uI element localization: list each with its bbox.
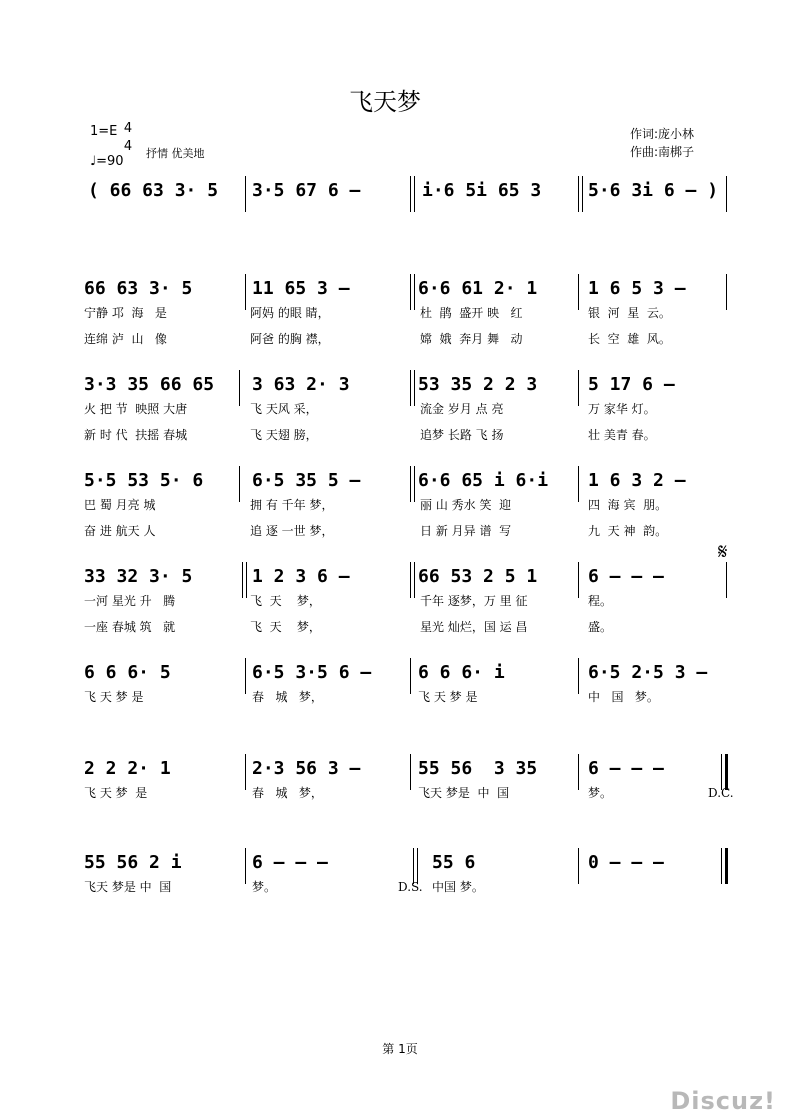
barline	[578, 658, 579, 694]
lyric-line-1: 飞天 梦是 中 国	[418, 786, 510, 800]
lyric-line-1: 飞 天 梦 是	[418, 690, 478, 704]
lyric-line-1: 宁静 邛 海 是	[84, 306, 167, 320]
time-signature-top: 4	[123, 121, 133, 136]
measure: 3·5 67 6 –	[252, 180, 361, 201]
tempo-marking	[90, 154, 124, 170]
lyric-line-2: 阿爸 的胸 襟，	[250, 332, 330, 346]
measure: 6 – – –	[588, 566, 664, 587]
barline	[245, 274, 246, 310]
watermark-logo: Discuz!	[670, 1087, 776, 1115]
measure: 6 – – –	[252, 852, 328, 873]
lyric-line-1: 丽 山 秀水 笑 迎	[420, 498, 512, 512]
measure: 5·6 3i 6 – )	[588, 180, 719, 201]
measure: 6·5 35 5 –	[252, 470, 361, 491]
barline	[578, 176, 579, 212]
measure: 3 63 2· 3	[252, 374, 350, 395]
barline	[410, 658, 411, 694]
lyric-line-1: 春 城 梦，	[252, 786, 323, 800]
lyric-line-2: 连绵 泸 山 像	[84, 332, 167, 346]
barline	[578, 370, 579, 406]
lyric-line-2: 日 新 月异 谱 写	[420, 524, 512, 538]
measure: 33 32 3· 5	[84, 566, 193, 587]
measure: i·6 5i 65 3	[422, 180, 542, 201]
lyric-line-1: 飞 天 梦 是	[84, 786, 148, 800]
time-signature-bottom: 4	[123, 139, 133, 154]
measure: 1 6 5 3 –	[588, 278, 686, 299]
barline	[410, 274, 411, 310]
measure: 5 17 6 –	[588, 374, 675, 395]
measure: 6·5 3·5 6 –	[252, 662, 372, 683]
lyric-line-1: 千年 逐梦，万 里 征	[420, 594, 528, 608]
quarter-note-icon: ♩	[90, 154, 97, 169]
measure: 6 6 6· 5	[84, 662, 171, 683]
lyric-line-1: 中国 梦。	[432, 880, 484, 894]
measure: 2 2 2· 1	[84, 758, 171, 779]
lyric-line-1: 火 把 节 映照 大唐	[84, 402, 188, 416]
barline	[245, 176, 246, 212]
lyric-line-1: 飞 天 梦，	[250, 594, 321, 608]
composer-credit: 作曲:南梆子	[630, 145, 695, 159]
lyricist-credit: 作词:庞小林	[630, 127, 695, 141]
barline	[578, 274, 579, 310]
measure: ( 66 63 3· 5	[88, 180, 219, 201]
lyric-line-1: 一河 星光 升 腾	[84, 594, 176, 608]
barline	[410, 562, 411, 598]
final-barline	[721, 754, 722, 790]
barline	[578, 562, 579, 598]
barline	[410, 370, 411, 406]
lyric-line-2: 星光 灿烂，国 运 昌	[420, 620, 528, 634]
barline	[410, 176, 411, 212]
page-number: 第 1页	[382, 1042, 418, 1056]
measure: 3·3 35 66 65	[84, 374, 215, 395]
lyric-line-2: 追 逐 一世 梦，	[250, 524, 334, 538]
measure: 66 63 3· 5	[84, 278, 193, 299]
measure: 1 6 3 2 –	[588, 470, 686, 491]
lyric-line-2: 九 天 神 韵。	[588, 524, 668, 538]
measure: 6·6 61 2· 1	[418, 278, 538, 299]
barline	[242, 562, 243, 598]
measure: 53 35 2 2 3	[418, 374, 538, 395]
da-capo-mark: D.C.	[708, 786, 734, 800]
measure: 6 – – –	[588, 758, 664, 779]
tempo-value: =90	[96, 154, 124, 169]
lyric-line-1: 中 国 梦。	[588, 690, 659, 704]
lyric-line-2: 长 空 雄 风。	[588, 332, 671, 346]
barline	[726, 562, 727, 598]
key-signature: 1=E	[90, 124, 118, 139]
lyric-line-1: 万 家华 灯。	[588, 402, 656, 416]
lyric-line-1: 飞 天风 采，	[250, 402, 318, 416]
lyric-line-2: 飞 天翅 膀，	[250, 428, 318, 442]
measure: 6 6 6· i	[418, 662, 505, 683]
lyric-line-1: 飞天 梦是 中 国	[84, 880, 172, 894]
barline	[239, 370, 240, 406]
lyric-line-2: 飞 天 梦，	[250, 620, 321, 634]
barline	[578, 848, 579, 884]
lyric-line-1: 巴 蜀 月亮 城	[84, 498, 156, 512]
lyric-line-1: 飞 天 梦 是	[84, 690, 144, 704]
lyric-line-1: 春 城 梦，	[252, 690, 323, 704]
measure: 55 56 3 35	[418, 758, 538, 779]
song-title: 飞天梦	[349, 88, 421, 116]
score-header-left	[90, 121, 205, 169]
measure: 55 6	[432, 852, 476, 873]
barline	[245, 848, 246, 884]
barline	[413, 848, 414, 884]
barline	[239, 466, 240, 502]
lyric-line-2: 奋 进 航天 人	[84, 524, 156, 538]
expression-marking: 抒情 优美地	[146, 147, 205, 160]
lyric-line-2: 嫦 娥 奔月 舞 动	[420, 332, 523, 346]
lyric-line-1: 银 河 星 云。	[588, 306, 671, 320]
measure: 5·5 53 5· 6	[84, 470, 204, 491]
measure: 1 2 3 6 –	[252, 566, 350, 587]
measure: 6·6 65 i 6·i	[418, 470, 549, 491]
barline	[578, 466, 579, 502]
barline	[726, 274, 727, 310]
lyric-line-1: 程。	[588, 594, 613, 608]
barline	[245, 754, 246, 790]
measure: 2·3 56 3 –	[252, 758, 361, 779]
measure: 55 56 2 i	[84, 852, 182, 873]
lyric-line-2: 一座 春城 筑 就	[84, 620, 176, 634]
barline	[578, 754, 579, 790]
score-header-right	[630, 125, 694, 161]
barline	[410, 466, 411, 502]
barline	[245, 658, 246, 694]
barline	[410, 754, 411, 790]
measure: 11 65 3 –	[252, 278, 350, 299]
measure: 6·5 2·5 3 –	[588, 662, 708, 683]
lyric-line-2: 壮 美青 春。	[588, 428, 656, 442]
measure: 66 53 2 5 1	[418, 566, 538, 587]
lyric-line-2: 盛。	[588, 620, 613, 634]
lyric-line-1: 杜 鹃 盛开 映 红	[420, 306, 523, 320]
lyric-line-1: 梦。	[252, 880, 277, 894]
segno-icon: 𝄋	[718, 540, 728, 565]
lyric-line-2: 追梦 长路 飞 扬	[420, 428, 504, 442]
lyric-line-1: 阿妈 的眼 睛，	[250, 306, 330, 320]
lyric-line-1: 梦。	[588, 786, 613, 800]
final-barline	[721, 848, 722, 884]
dal-segno-mark: D.S.	[398, 880, 423, 894]
time-signature	[122, 120, 134, 156]
measure: 0 – – –	[588, 852, 664, 873]
barline	[726, 176, 727, 212]
lyric-line-1: 四 海 宾 朋。	[588, 498, 668, 512]
lyric-line-1: 流金 岁月 点 亮	[420, 402, 504, 416]
lyric-line-2: 新 时 代 扶摇 春城	[84, 428, 188, 442]
lyric-line-1: 拥 有 千年 梦，	[250, 498, 334, 512]
